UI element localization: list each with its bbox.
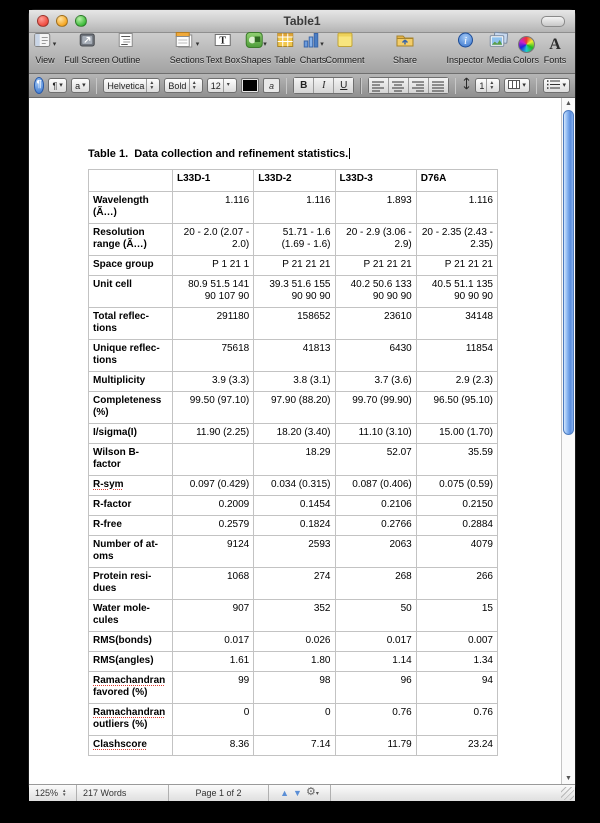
table-cell[interactable]: 0.007 [416,632,497,652]
table-cell[interactable]: 274 [254,568,335,600]
row-label[interactable]: Clashscore [89,736,173,756]
table-icon [276,32,294,53]
columns-button[interactable] [504,78,530,93]
table-row [89,256,498,276]
table-cell[interactable]: 0.017 [335,632,416,652]
table-row [89,192,498,224]
table-cell[interactable]: 268 [335,568,416,600]
row-label[interactable]: Resolution range (Ã…) [89,224,173,256]
table-cell[interactable]: 50 [335,600,416,632]
align-justify-button[interactable] [429,78,448,93]
line-spacing-field[interactable]: 1 ▲ ▼ [475,78,500,93]
scroll-down-icon[interactable]: ▼ [565,775,572,782]
table-row [89,496,498,516]
table-cell[interactable]: 3.8 (3.1) [254,372,335,392]
line-spacing-icon [462,77,471,95]
table-cell[interactable]: 40.2 50.6 133 90 90 90 [335,276,416,308]
table-row [89,308,498,340]
highlight-color-well[interactable] [263,78,279,93]
charts-icon [302,32,319,53]
row-label[interactable]: Space group [89,256,173,276]
table-row [89,392,498,424]
table-cell[interactable]: 8.36 [173,736,254,756]
table-cell[interactable]: 11.79 [335,736,416,756]
inspector-icon [457,32,473,53]
table-cell[interactable]: 23610 [335,308,416,340]
chevron-down-icon: ▾ [195,41,200,48]
divider [286,78,288,94]
table-cell[interactable]: 2593 [254,536,335,568]
table-cell[interactable]: 34148 [416,308,497,340]
toolbar-table[interactable]: Table [274,36,296,65]
row-label[interactable]: Wavelength (Ã…) [89,192,173,224]
divider [455,78,457,94]
table-cell[interactable]: 0.097 (0.429) [173,476,254,496]
app-window [29,10,575,798]
font-size-combo[interactable]: 12 ▾ [207,78,237,93]
table-cell[interactable]: 23.24 [416,736,497,756]
stats-table [88,169,498,756]
table-cell[interactable]: 266 [416,568,497,600]
table-cell[interactable] [173,444,254,476]
table-cell[interactable]: 0.075 (0.59) [416,476,497,496]
table-row [89,476,498,496]
table-cell[interactable]: 7.14 [254,736,335,756]
toolbar-full-screen[interactable]: Full Screen [64,36,110,65]
colors-icon [517,36,534,53]
divider [96,78,98,94]
table-cell[interactable]: 11854 [416,340,497,372]
table-caption[interactable]: Table 1. Data collection and refinement statistics. [88,148,349,160]
table-cell[interactable]: 99.50 (97.10) [173,392,254,424]
table-cell[interactable]: 11.10 (3.10) [335,424,416,444]
column-header[interactable]: L33D-3 [335,170,416,192]
row-label[interactable]: R-free [89,516,173,536]
table-cell[interactable]: 80.9 51.5 141 90 107 90 [173,276,254,308]
table-cell[interactable]: 0 [173,704,254,736]
table-row [89,340,498,372]
toolbar-colors[interactable]: Colors [513,36,539,65]
table-cell[interactable]: 1.893 [335,192,416,224]
table-cell[interactable]: 0.2766 [335,516,416,536]
table-cell[interactable]: 3.9 (3.3) [173,372,254,392]
table-row [89,224,498,256]
table-cell[interactable]: 907 [173,600,254,632]
page-nav [269,785,331,801]
row-label[interactable]: Total reflec- tions [89,308,173,340]
chevron-down-icon: ▾ [320,41,324,48]
sections-icon [175,32,195,53]
table-cell[interactable]: P 21 21 21 [335,256,416,276]
table-cell[interactable]: 0.1824 [254,516,335,536]
svg-text:i: i [463,35,467,47]
document-area [29,98,575,784]
toolbar-media[interactable]: Media [487,36,512,65]
toolbar-outline[interactable]: Outline [112,36,141,65]
table-cell[interactable]: 97.90 (88.20) [254,392,335,424]
table-cell[interactable]: 1.80 [254,652,335,672]
title-bar[interactable] [29,10,575,33]
row-label[interactable]: Water mole- cules [89,600,173,632]
table-cell[interactable]: 11.90 (2.25) [173,424,254,444]
chevron-down-icon: ▾ [223,79,233,92]
table-cell[interactable]: 0.034 (0.315) [254,476,335,496]
table-cell[interactable]: 75618 [173,340,254,372]
toolbar [29,33,575,74]
svg-text:T: T [219,35,227,47]
row-label[interactable]: R-sym [89,476,173,496]
underline-button[interactable]: U [334,78,353,93]
table-cell[interactable]: 1.116 [173,192,254,224]
scrollbar-thumb[interactable] [563,110,574,435]
row-label[interactable]: RMS(angles) [89,652,173,672]
table-cell[interactable]: 0.026 [254,632,335,652]
table-cell[interactable]: 0.2106 [335,496,416,516]
divider [360,78,362,94]
zoom-control[interactable] [29,785,77,801]
table-cell[interactable]: 0.2884 [416,516,497,536]
table-cell[interactable]: 98 [254,672,335,704]
page-indicator: Page 1 of 2 [169,785,269,801]
resize-grip[interactable] [561,787,574,800]
scroll-up-icon[interactable]: ▲ [565,100,572,107]
align-right-button[interactable] [409,78,429,93]
format-bar [29,74,575,98]
table-cell[interactable]: 0.2009 [173,496,254,516]
text-cursor [349,148,350,159]
table-cell[interactable]: 1.116 [254,192,335,224]
toolbar-inspector[interactable]: i Inspector [446,36,483,65]
italic-button[interactable]: I [314,78,334,93]
row-label[interactable]: Number of at- oms [89,536,173,568]
gear-icon[interactable]: ⚙▾ [305,786,319,798]
row-label[interactable]: RMS(bonds) [89,632,173,652]
toolbar-comment[interactable]: Comment [325,36,364,65]
toolbar-shapes[interactable]: ▾ Shapes [241,36,272,65]
paragraph-style-select[interactable]: ¶ ▾ [48,78,67,93]
table-cell[interactable]: 0.76 [416,704,497,736]
font-style-select[interactable]: Bold ▲ ▼ [164,78,202,93]
chevron-down-icon: ▾ [52,41,57,48]
chevron-down-icon: ▾ [59,82,63,89]
chevron-down-icon: ▾ [562,82,566,89]
table-cell[interactable]: P 21 21 21 [254,256,335,276]
table-cell[interactable]: 1.116 [416,192,497,224]
character-style-select[interactable]: a ▾ [71,78,90,93]
chevron-down-icon: ▾ [82,82,86,89]
table-cell[interactable]: 3.7 (3.6) [335,372,416,392]
table-cell[interactable]: 0.2579 [173,516,254,536]
toolbar-sections[interactable]: ▾ Sections [170,36,205,65]
table-row [89,372,498,392]
table-row [89,444,498,476]
table-row [89,276,498,308]
table-row [89,516,498,536]
table-cell[interactable]: 99 [173,672,254,704]
table-row [89,704,498,736]
row-label[interactable]: Protein resi- dues [89,568,173,600]
font-family-select[interactable]: Helvetica ▲ ▼ [103,78,160,93]
table-row [89,536,498,568]
table-row [89,652,498,672]
table-cell[interactable]: 41813 [254,340,335,372]
row-label[interactable]: Unique reflec- tions [89,340,173,372]
media-icon [489,32,509,53]
table-cell[interactable]: 0.2150 [416,496,497,516]
table-cell[interactable]: 0.76 [335,704,416,736]
table-row [89,568,498,600]
paragraph-marks-button[interactable]: ¶ [34,77,44,94]
table-cell[interactable]: 4079 [416,536,497,568]
table-cell[interactable]: 96 [335,672,416,704]
list-icon [547,80,560,91]
column-header[interactable]: D76A [416,170,497,192]
align-left-button[interactable] [369,78,389,93]
table-cell[interactable]: 18.29 [254,444,335,476]
vertical-scrollbar[interactable] [561,98,575,784]
table-row [89,736,498,756]
toolbar-text-box[interactable]: T Text Box [206,36,241,65]
table-cell[interactable]: 40.5 51.1 135 90 90 90 [416,276,497,308]
previous-page-button[interactable]: ▲ [280,788,290,798]
full-screen-icon [78,32,96,53]
table-cell[interactable]: 1.14 [335,652,416,672]
table-cell[interactable]: 9124 [173,536,254,568]
table-row [89,424,498,444]
fonts-icon: A [549,36,561,53]
table-cell[interactable]: P 21 21 21 [416,256,497,276]
table-cell[interactable]: 96.50 (95.10) [416,392,497,424]
toolbar-share[interactable]: Share [393,36,417,65]
table-cell[interactable]: 2063 [335,536,416,568]
table-cell[interactable]: 291180 [173,308,254,340]
text-color-swatch [243,80,258,91]
table-cell[interactable]: 0 [254,704,335,736]
row-label[interactable]: Wilson B- factor [89,444,173,476]
table-cell[interactable]: 2.9 (2.3) [416,372,497,392]
table-cell[interactable]: 20 - 2.9 (3.06 - 2.9) [335,224,416,256]
table-cell[interactable]: 1.61 [173,652,254,672]
shapes-icon [245,32,262,53]
stats-table-head-row [89,170,498,192]
corner-header[interactable] [89,170,173,192]
table-row [89,600,498,632]
table-cell[interactable]: 1068 [173,568,254,600]
table-cell[interactable]: 6430 [335,340,416,372]
comment-icon [336,32,353,53]
zoom-stepper-icon[interactable]: ▲ ▼ [62,787,67,797]
table-row [89,672,498,704]
table-cell[interactable]: 0.1454 [254,496,335,516]
columns-icon [508,80,520,91]
zoom-level: 125% [35,788,59,798]
table-row [89,632,498,652]
chevron-down-icon: ▾ [522,82,526,89]
view-icon [34,32,52,53]
table-cell[interactable]: 158652 [254,308,335,340]
word-count: 217 Words [77,785,169,801]
divider [536,78,538,94]
table-cell[interactable]: 39.3 51.6 155 90 90 90 [254,276,335,308]
share-icon [395,32,415,53]
table-cell[interactable]: 35.59 [416,444,497,476]
table-cell[interactable]: 20 - 2.35 (2.43 - 2.35) [416,224,497,256]
row-label[interactable]: Multiplicity [89,372,173,392]
table-cell[interactable]: 0.017 [173,632,254,652]
table-cell[interactable]: 20 - 2.0 (2.07 - 2.0) [173,224,254,256]
text-color-well[interactable] [241,78,260,93]
stepper-icon: ▲ ▼ [146,79,156,92]
table-cell[interactable]: 52.07 [335,444,416,476]
table-cell[interactable]: 0.087 (0.406) [335,476,416,496]
table-cell[interactable]: 15 [416,600,497,632]
table-cell[interactable]: 18.20 (3.40) [254,424,335,444]
stepper-icon: ▲ ▼ [189,79,199,92]
row-label[interactable]: Unit cell [89,276,173,308]
status-bar [29,784,575,801]
chevron-down-icon: ▾ [263,41,267,48]
table-cell[interactable]: 99.70 (99.90) [335,392,416,424]
text-box-icon [214,32,232,53]
toolbar-charts[interactable]: ▾ Charts [300,36,327,65]
row-label[interactable]: Ramachandran favored (%) [89,672,173,704]
row-label[interactable]: Ramachandran outliers (%) [89,704,173,736]
table-cell[interactable]: 94 [416,672,497,704]
table-cell[interactable]: 352 [254,600,335,632]
column-header[interactable]: L33D-1 [173,170,254,192]
row-label[interactable]: Completeness (%) [89,392,173,424]
stats-table-body [89,192,498,756]
row-label[interactable]: I/sigma(I) [89,424,173,444]
table-cell[interactable]: 15.00 (1.70) [416,424,497,444]
align-center-button[interactable] [389,78,409,93]
outline-icon [117,32,135,53]
toolbar-toggle-button[interactable] [541,16,565,27]
toolbar-view[interactable]: ▾ View [34,36,57,65]
window-title: Table1 [283,14,321,28]
table-cell[interactable]: P 1 21 1 [173,256,254,276]
table-cell[interactable]: 1.34 [416,652,497,672]
table-cell[interactable]: 51.71 - 1.6 (1.69 - 1.6) [254,224,335,256]
highlight-label: a [269,80,275,91]
bold-button[interactable]: B [294,78,314,93]
next-page-button[interactable]: ▼ [293,788,302,798]
column-header[interactable]: L33D-2 [254,170,335,192]
stepper-icon: ▲ ▼ [486,79,496,92]
row-label[interactable]: R-factor [89,496,173,516]
list-style-button[interactable] [543,78,570,93]
toolbar-fonts[interactable]: A Fonts [543,36,567,65]
